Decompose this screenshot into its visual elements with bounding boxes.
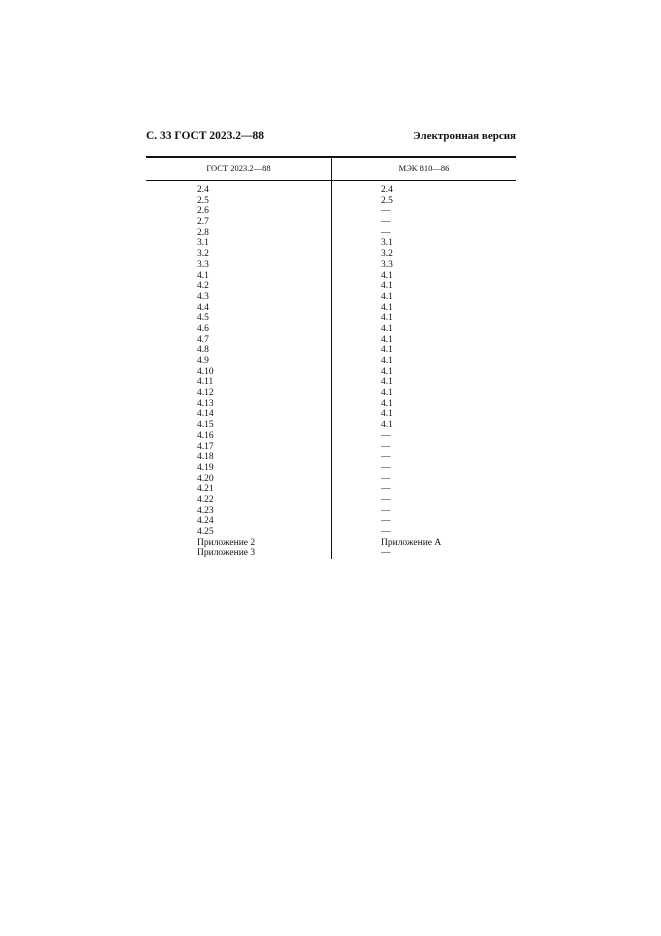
gost-clause-cell: 4.24 xyxy=(197,516,214,527)
edition-label: Электронная версия xyxy=(413,130,516,142)
gost-clause-cell: 4.5 xyxy=(197,313,209,324)
correspondence-table xyxy=(146,156,516,559)
iec-clause-cell: 2.4 xyxy=(381,185,393,195)
iec-clause-cell: — xyxy=(381,548,391,559)
gost-clause-cell: 3.3 xyxy=(197,259,209,270)
iec-clause-cell: 4.1 xyxy=(381,409,393,420)
iec-clause-cell: — xyxy=(381,227,391,238)
iec-clause-cell: 4.1 xyxy=(381,302,393,313)
gost-clause-cell: 4.7 xyxy=(197,334,209,345)
iec-clause-cell: 2.5 xyxy=(381,195,393,206)
gost-clause-cell: 2.8 xyxy=(197,227,209,238)
iec-clause-cell: — xyxy=(381,430,391,441)
iec-clause-cell: 4.1 xyxy=(381,420,393,431)
gost-clause-cell: 4.25 xyxy=(197,527,214,537)
gost-clause-cell: 4.22 xyxy=(197,494,214,505)
gost-clause-cell: 4.6 xyxy=(197,323,209,334)
iec-clause-cell: 3.2 xyxy=(381,249,393,260)
iec-clause-cell: 4.1 xyxy=(381,270,393,281)
iec-clause-cell: — xyxy=(381,484,391,495)
gost-clause-cell: 4.2 xyxy=(197,281,209,292)
iec-clause-cell: 4.1 xyxy=(381,345,393,356)
gost-clause-cell: Приложение 2 xyxy=(197,537,256,548)
gost-clause-cell: 4.14 xyxy=(197,409,214,420)
iec-clause-cell: 3.1 xyxy=(381,238,393,249)
iec-clause-cell: — xyxy=(381,206,391,217)
iec-clause-cell: — xyxy=(381,505,391,516)
gost-clause-cell: 4.21 xyxy=(197,484,214,495)
gost-clause-cell: 4.19 xyxy=(197,462,214,473)
iec-clause-cell: 4.1 xyxy=(381,323,393,334)
column-divider xyxy=(331,156,332,559)
iec-clause-cell: 4.1 xyxy=(381,398,393,409)
gost-clause-cell: Приложение 3 xyxy=(197,548,256,559)
column-gost-values xyxy=(197,185,255,559)
iec-clause-cell: — xyxy=(381,441,391,452)
iec-clause-cell: — xyxy=(381,452,391,463)
gost-clause-cell: 4.3 xyxy=(197,291,209,302)
iec-clause-cell: 4.1 xyxy=(381,281,393,292)
iec-clause-cell: — xyxy=(381,494,391,505)
gost-clause-cell: 4.1 xyxy=(197,270,209,281)
gost-clause-cell: 2.7 xyxy=(197,217,209,228)
column-header-iec: МЭК 810—86 xyxy=(398,163,450,173)
gost-clause-cell: 3.1 xyxy=(197,238,209,249)
gost-clause-cell: 4.23 xyxy=(197,505,214,516)
iec-clause-cell: 4.1 xyxy=(381,291,393,302)
iec-clause-cell: 4.1 xyxy=(381,366,393,377)
iec-clause-cell: 4.1 xyxy=(381,313,393,324)
iec-clause-cell: — xyxy=(381,473,391,484)
gost-clause-cell: 4.15 xyxy=(197,420,214,431)
page-reference: С. 33 ГОСТ 2023.2—88 xyxy=(146,130,265,142)
gost-clause-cell: 2.4 xyxy=(197,185,209,195)
gost-clause-cell: 4.8 xyxy=(197,345,209,356)
iec-clause-cell: — xyxy=(381,217,391,228)
iec-clause-cell: 4.1 xyxy=(381,377,393,388)
gost-clause-cell: 4.16 xyxy=(197,430,214,441)
gost-clause-cell: 4.17 xyxy=(197,441,214,452)
column-iec-values xyxy=(381,185,441,559)
gost-clause-cell: 4.9 xyxy=(197,356,209,366)
gost-clause-cell: 4.10 xyxy=(197,366,214,377)
gost-clause-cell: 3.2 xyxy=(197,249,209,260)
iec-clause-cell: — xyxy=(381,516,391,527)
iec-clause-cell: 4.1 xyxy=(381,388,393,399)
gost-clause-cell: 4.11 xyxy=(197,377,214,388)
iec-clause-cell: 3.3 xyxy=(381,259,393,270)
gost-clause-cell: 2.5 xyxy=(197,195,209,206)
iec-clause-cell: Приложение А xyxy=(381,537,442,548)
column-header-gost: ГОСТ 2023.2—88 xyxy=(206,163,271,173)
gost-clause-cell: 4.18 xyxy=(197,452,214,463)
gost-clause-cell: 4.13 xyxy=(197,398,214,409)
iec-clause-cell: — xyxy=(381,462,391,473)
page-header xyxy=(146,130,516,146)
iec-clause-cell: — xyxy=(381,527,391,537)
gost-clause-cell: 4.4 xyxy=(197,302,209,313)
gost-clause-cell: 4.12 xyxy=(197,388,214,399)
iec-clause-cell: 4.1 xyxy=(381,356,393,366)
gost-clause-cell: 2.6 xyxy=(197,206,209,217)
iec-clause-cell: 4.1 xyxy=(381,334,393,345)
gost-clause-cell: 4.20 xyxy=(197,473,214,484)
